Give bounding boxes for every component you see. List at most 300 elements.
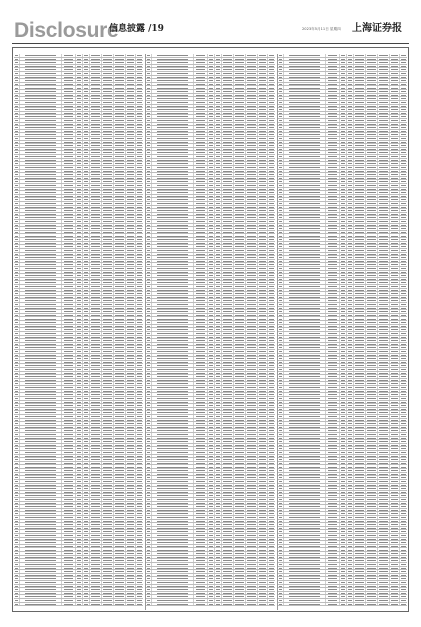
table-cell bbox=[20, 411, 62, 414]
table-cell bbox=[126, 588, 136, 591]
table-cell bbox=[62, 198, 76, 201]
table-cell bbox=[114, 130, 126, 133]
table-cell bbox=[258, 115, 268, 118]
table-cell bbox=[20, 130, 62, 133]
table-cell bbox=[136, 502, 143, 505]
table-cell bbox=[136, 592, 143, 595]
table-cell bbox=[62, 314, 76, 317]
table-cell bbox=[136, 224, 143, 227]
table-cell bbox=[126, 350, 136, 353]
table-cell bbox=[126, 447, 136, 450]
table-cell bbox=[76, 184, 83, 187]
table-cell bbox=[90, 393, 102, 396]
table-cell bbox=[83, 336, 90, 339]
table-cell bbox=[136, 548, 143, 551]
table-column-2 bbox=[146, 54, 275, 610]
table-cell bbox=[62, 173, 76, 176]
table-cell bbox=[76, 159, 83, 162]
table-cell bbox=[246, 76, 258, 79]
table-cell bbox=[152, 105, 194, 108]
table-cell bbox=[102, 592, 114, 595]
table-cell bbox=[83, 173, 90, 176]
table-cell bbox=[76, 408, 83, 411]
table-cell bbox=[246, 68, 258, 71]
table-cell bbox=[268, 105, 275, 108]
table-cell bbox=[76, 177, 83, 180]
table-cell bbox=[222, 115, 234, 118]
table-cell bbox=[90, 72, 102, 75]
table-cell bbox=[246, 108, 258, 111]
table-cell bbox=[83, 534, 90, 537]
table-cell bbox=[90, 523, 102, 526]
table-cell bbox=[90, 328, 102, 331]
table-cell bbox=[20, 198, 62, 201]
table-cell bbox=[136, 245, 143, 248]
table-cell bbox=[136, 415, 143, 418]
table-cell bbox=[90, 534, 102, 537]
table-cell bbox=[76, 220, 83, 223]
table-cell bbox=[62, 397, 76, 400]
table-cell bbox=[102, 220, 114, 223]
table-cell bbox=[83, 54, 90, 57]
table-cell bbox=[83, 94, 90, 97]
table-cell bbox=[90, 437, 102, 440]
table-cell bbox=[114, 390, 126, 393]
table-cell bbox=[114, 465, 126, 468]
table-cell bbox=[90, 588, 102, 591]
table-cell bbox=[126, 534, 136, 537]
table-cell bbox=[83, 545, 90, 548]
table-cell bbox=[76, 484, 83, 487]
table-cell bbox=[62, 249, 76, 252]
table-cell bbox=[114, 299, 126, 302]
table-cell bbox=[126, 512, 136, 515]
table-cell bbox=[126, 191, 136, 194]
table-cell bbox=[20, 332, 62, 335]
table-cell bbox=[62, 487, 76, 490]
table-cell bbox=[126, 516, 136, 519]
table-cell bbox=[90, 451, 102, 454]
table-cell bbox=[102, 141, 114, 144]
table-cell bbox=[114, 317, 126, 320]
table-cell bbox=[126, 90, 136, 93]
table-cell bbox=[20, 108, 62, 111]
table-cell bbox=[126, 505, 136, 508]
table-cell bbox=[76, 105, 83, 108]
table-cell bbox=[268, 54, 275, 57]
table-cell bbox=[126, 151, 136, 154]
table-cell bbox=[126, 386, 136, 389]
table-cell bbox=[76, 585, 83, 588]
table-cell bbox=[90, 224, 102, 227]
table-cell bbox=[20, 76, 62, 79]
table-cell bbox=[102, 180, 114, 183]
table-cell bbox=[20, 292, 62, 295]
table-cell bbox=[114, 574, 126, 577]
table-cell bbox=[90, 516, 102, 519]
table-cell bbox=[62, 191, 76, 194]
table-cell bbox=[90, 119, 102, 122]
table-cell bbox=[102, 198, 114, 201]
table-cell bbox=[20, 170, 62, 173]
table-cell bbox=[268, 115, 275, 118]
table-cell bbox=[126, 541, 136, 544]
table-cell bbox=[136, 242, 143, 245]
table-cell bbox=[62, 307, 76, 310]
table-cell bbox=[76, 364, 83, 367]
table-cell bbox=[76, 263, 83, 266]
table-cell bbox=[20, 260, 62, 263]
table-cell bbox=[76, 137, 83, 140]
table-cell bbox=[114, 364, 126, 367]
table-cell bbox=[76, 404, 83, 407]
table-cell bbox=[76, 249, 83, 252]
table-cell bbox=[136, 141, 143, 144]
table-cell bbox=[136, 440, 143, 443]
table-cell bbox=[246, 83, 258, 86]
table-row bbox=[14, 603, 143, 607]
table-cell bbox=[268, 76, 275, 79]
table-cell bbox=[62, 520, 76, 523]
table-cell bbox=[90, 346, 102, 349]
table-cell bbox=[76, 166, 83, 169]
table-cell bbox=[194, 97, 208, 100]
table-cell bbox=[114, 278, 126, 281]
table-cell bbox=[114, 303, 126, 306]
table-cell bbox=[136, 484, 143, 487]
table-cell bbox=[126, 585, 136, 588]
table-cell bbox=[136, 523, 143, 526]
table-cell bbox=[234, 54, 246, 57]
table-cell bbox=[90, 498, 102, 501]
table-cell bbox=[90, 440, 102, 443]
table-cell bbox=[136, 585, 143, 588]
table-cell bbox=[90, 126, 102, 129]
table-cell bbox=[234, 130, 246, 133]
table-cell bbox=[102, 440, 114, 443]
table-cell bbox=[114, 285, 126, 288]
table-cell bbox=[102, 552, 114, 555]
table-cell bbox=[20, 480, 62, 483]
table-cell bbox=[102, 502, 114, 505]
table-cell bbox=[114, 415, 126, 418]
table-cell bbox=[76, 321, 83, 324]
table-cell bbox=[76, 386, 83, 389]
table-cell bbox=[114, 188, 126, 191]
table-cell bbox=[83, 426, 90, 429]
table-cell bbox=[90, 317, 102, 320]
table-cell bbox=[62, 545, 76, 548]
table-cell bbox=[76, 498, 83, 501]
table-cell bbox=[136, 397, 143, 400]
table-cell bbox=[114, 361, 126, 364]
table-cell bbox=[126, 184, 136, 187]
table-cell bbox=[83, 530, 90, 533]
table-cell bbox=[102, 242, 114, 245]
table-cell bbox=[76, 541, 83, 544]
table-cell bbox=[76, 401, 83, 404]
table-cell bbox=[83, 581, 90, 584]
table-cell bbox=[20, 155, 62, 158]
table-cell bbox=[208, 94, 215, 97]
table-cell bbox=[90, 68, 102, 71]
table-cell bbox=[76, 195, 83, 198]
table-cell bbox=[83, 339, 90, 342]
table-cell bbox=[208, 65, 215, 68]
table-cell bbox=[83, 112, 90, 115]
table-cell bbox=[136, 155, 143, 158]
table-cell bbox=[136, 408, 143, 411]
table-cell bbox=[62, 188, 76, 191]
table-cell bbox=[215, 90, 222, 93]
table-cell bbox=[194, 130, 208, 133]
table-cell bbox=[136, 328, 143, 331]
table-cell bbox=[76, 206, 83, 209]
table-cell bbox=[62, 61, 76, 64]
table-cell bbox=[102, 512, 114, 515]
table-cell bbox=[62, 79, 76, 82]
table-cell bbox=[76, 108, 83, 111]
table-cell bbox=[76, 419, 83, 422]
table-cell bbox=[90, 502, 102, 505]
table-cell bbox=[258, 68, 268, 71]
table-cell bbox=[208, 105, 215, 108]
table-cell bbox=[102, 346, 114, 349]
table-cell bbox=[102, 191, 114, 194]
table-cell bbox=[83, 509, 90, 512]
table-cell bbox=[114, 296, 126, 299]
table-cell bbox=[83, 292, 90, 295]
table-cell bbox=[114, 350, 126, 353]
table-cell bbox=[234, 108, 246, 111]
table-cell bbox=[83, 364, 90, 367]
table-cell bbox=[90, 260, 102, 263]
table-cell bbox=[152, 108, 194, 111]
table-cell bbox=[102, 429, 114, 432]
table-cell bbox=[62, 213, 76, 216]
table-cell bbox=[114, 339, 126, 342]
table-cell bbox=[20, 390, 62, 393]
table-cell bbox=[90, 404, 102, 407]
table-cell bbox=[90, 595, 102, 598]
table-cell bbox=[114, 148, 126, 151]
table-cell bbox=[152, 101, 194, 104]
table-cell bbox=[126, 256, 136, 259]
table-cell bbox=[102, 397, 114, 400]
table-cell bbox=[152, 126, 194, 129]
table-cell bbox=[126, 328, 136, 331]
table-cell bbox=[90, 339, 102, 342]
table-cell bbox=[83, 393, 90, 396]
table-cell bbox=[62, 137, 76, 140]
table-cell bbox=[114, 76, 126, 79]
table-cell bbox=[90, 281, 102, 284]
table-cell bbox=[136, 379, 143, 382]
table-cell bbox=[102, 415, 114, 418]
table-cell bbox=[62, 505, 76, 508]
table-cell bbox=[126, 603, 136, 606]
table-cell bbox=[90, 491, 102, 494]
table-cell bbox=[83, 68, 90, 71]
table-cell bbox=[136, 512, 143, 515]
table-cell bbox=[76, 299, 83, 302]
table-cell bbox=[83, 502, 90, 505]
section-title: 信息披露 /19 bbox=[109, 25, 164, 34]
table-cell bbox=[76, 281, 83, 284]
table-cell bbox=[114, 267, 126, 270]
table-cell bbox=[136, 231, 143, 234]
table-cell bbox=[90, 563, 102, 566]
table-cell bbox=[126, 245, 136, 248]
table-cell bbox=[222, 76, 234, 79]
table-cell bbox=[215, 72, 222, 75]
table-cell bbox=[126, 220, 136, 223]
table-cell bbox=[136, 68, 143, 71]
table-cell bbox=[90, 249, 102, 252]
table-cell bbox=[136, 195, 143, 198]
table-cell bbox=[208, 86, 215, 89]
table-cell bbox=[20, 386, 62, 389]
table-cell bbox=[83, 491, 90, 494]
table-cell bbox=[20, 548, 62, 551]
table-cell bbox=[136, 249, 143, 252]
table-cell bbox=[62, 299, 76, 302]
table-cell bbox=[83, 595, 90, 598]
table-cell bbox=[20, 361, 62, 364]
table-cell bbox=[76, 303, 83, 306]
table-cell bbox=[20, 577, 62, 580]
table-cell bbox=[76, 224, 83, 227]
table-cell bbox=[102, 567, 114, 570]
table-cell bbox=[126, 180, 136, 183]
table-cell bbox=[83, 354, 90, 357]
table-cell bbox=[152, 76, 194, 79]
table-cell bbox=[126, 119, 136, 122]
table-cell bbox=[136, 527, 143, 530]
table-cell bbox=[83, 310, 90, 313]
table-cell bbox=[136, 588, 143, 591]
table-cell bbox=[90, 101, 102, 104]
table-cell bbox=[126, 195, 136, 198]
table-cell bbox=[102, 144, 114, 147]
table-cell bbox=[102, 480, 114, 483]
table-cell bbox=[222, 101, 234, 104]
table-cell bbox=[246, 115, 258, 118]
table-cell bbox=[126, 209, 136, 212]
table-cell bbox=[222, 61, 234, 64]
table-cell bbox=[76, 86, 83, 89]
table-cell bbox=[90, 278, 102, 281]
table-cell bbox=[126, 426, 136, 429]
table-cell bbox=[62, 552, 76, 555]
table-cell bbox=[76, 130, 83, 133]
table-cell bbox=[83, 274, 90, 277]
table-cell bbox=[222, 54, 234, 57]
table-cell bbox=[83, 487, 90, 490]
table-cell bbox=[215, 119, 222, 122]
table-cell bbox=[126, 141, 136, 144]
table-cell bbox=[76, 188, 83, 191]
table-cell bbox=[62, 357, 76, 360]
table-cell bbox=[90, 426, 102, 429]
table-cell bbox=[126, 79, 136, 82]
table-cell bbox=[83, 209, 90, 212]
table-cell bbox=[126, 552, 136, 555]
table-cell bbox=[102, 350, 114, 353]
table-cell bbox=[90, 213, 102, 216]
table-cell bbox=[136, 505, 143, 508]
table-cell bbox=[62, 361, 76, 364]
table-cell bbox=[83, 361, 90, 364]
table-cell bbox=[83, 227, 90, 230]
table-cell bbox=[126, 148, 136, 151]
table-cell bbox=[83, 101, 90, 104]
table-cell bbox=[90, 462, 102, 465]
table-cell bbox=[20, 224, 62, 227]
table-cell bbox=[90, 303, 102, 306]
table-cell bbox=[76, 332, 83, 335]
table-cell bbox=[76, 112, 83, 115]
table-cell bbox=[136, 487, 143, 490]
table-cell bbox=[102, 231, 114, 234]
table-cell bbox=[268, 101, 275, 104]
table-cell bbox=[114, 386, 126, 389]
table-cell bbox=[126, 520, 136, 523]
table-cell bbox=[90, 130, 102, 133]
table-cell bbox=[20, 267, 62, 270]
table-cell bbox=[76, 592, 83, 595]
table-cell bbox=[208, 119, 215, 122]
table-cell bbox=[76, 570, 83, 573]
table-cell bbox=[90, 494, 102, 497]
table-cell bbox=[76, 76, 83, 79]
table-cell bbox=[102, 523, 114, 526]
table-cell bbox=[20, 379, 62, 382]
table-cell bbox=[114, 234, 126, 237]
table-cell bbox=[83, 567, 90, 570]
table-cell bbox=[136, 404, 143, 407]
table-cell bbox=[90, 386, 102, 389]
table-cell bbox=[102, 170, 114, 173]
table-cell bbox=[114, 592, 126, 595]
table-cell bbox=[102, 61, 114, 64]
table-cell bbox=[83, 79, 90, 82]
table-cell bbox=[114, 512, 126, 515]
table-cell bbox=[20, 484, 62, 487]
table-cell bbox=[83, 332, 90, 335]
table-cell bbox=[222, 97, 234, 100]
table-cell bbox=[234, 65, 246, 68]
table-cell bbox=[83, 105, 90, 108]
table-cell bbox=[62, 523, 76, 526]
table-cell bbox=[102, 433, 114, 436]
table-cell bbox=[83, 368, 90, 371]
table-cell bbox=[114, 231, 126, 234]
table-cell bbox=[136, 581, 143, 584]
table-cell bbox=[83, 238, 90, 241]
table-cell bbox=[90, 285, 102, 288]
table-cell bbox=[136, 469, 143, 472]
table-cell bbox=[136, 119, 143, 122]
table-cell bbox=[20, 151, 62, 154]
table-cell bbox=[126, 364, 136, 367]
table-cell bbox=[76, 72, 83, 75]
table-cell bbox=[136, 166, 143, 169]
table-cell bbox=[90, 357, 102, 360]
table-cell bbox=[76, 552, 83, 555]
table-cell bbox=[114, 585, 126, 588]
table-cell bbox=[136, 72, 143, 75]
